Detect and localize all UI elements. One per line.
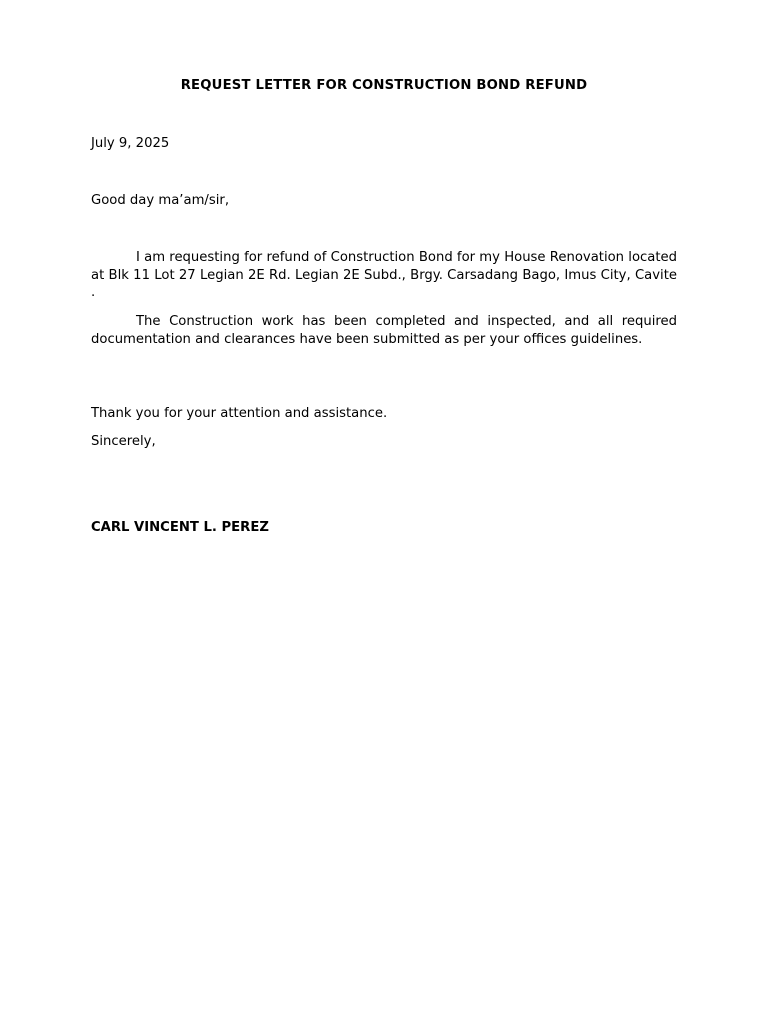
letter-signatory: CARL VINCENT L. PEREZ — [91, 520, 269, 535]
letter-closing: Sincerely, — [91, 434, 156, 449]
letter-date: July 9, 2025 — [91, 136, 170, 151]
letter-thanks: Thank you for your attention and assistance. — [91, 406, 388, 421]
letter-paragraph-request: I am requesting for refund of Construction Bond for my House Renovation located at Blk 11 Lot 27 Legian 2E Rd. Legian 2E Subd., Brgy. Carsadang Bago, Imus City, Cavite . — [91, 250, 677, 301]
letter-greeting: Good day ma’am/sir, — [91, 193, 230, 208]
letter-title: REQUEST LETTER FOR CONSTRUCTION BOND REFUND — [180, 78, 588, 93]
letter-paragraph-completion: The Construction work has been completed and inspected, and all required documentation and clearances have been submitted as per your offices guidelines. — [91, 314, 677, 347]
